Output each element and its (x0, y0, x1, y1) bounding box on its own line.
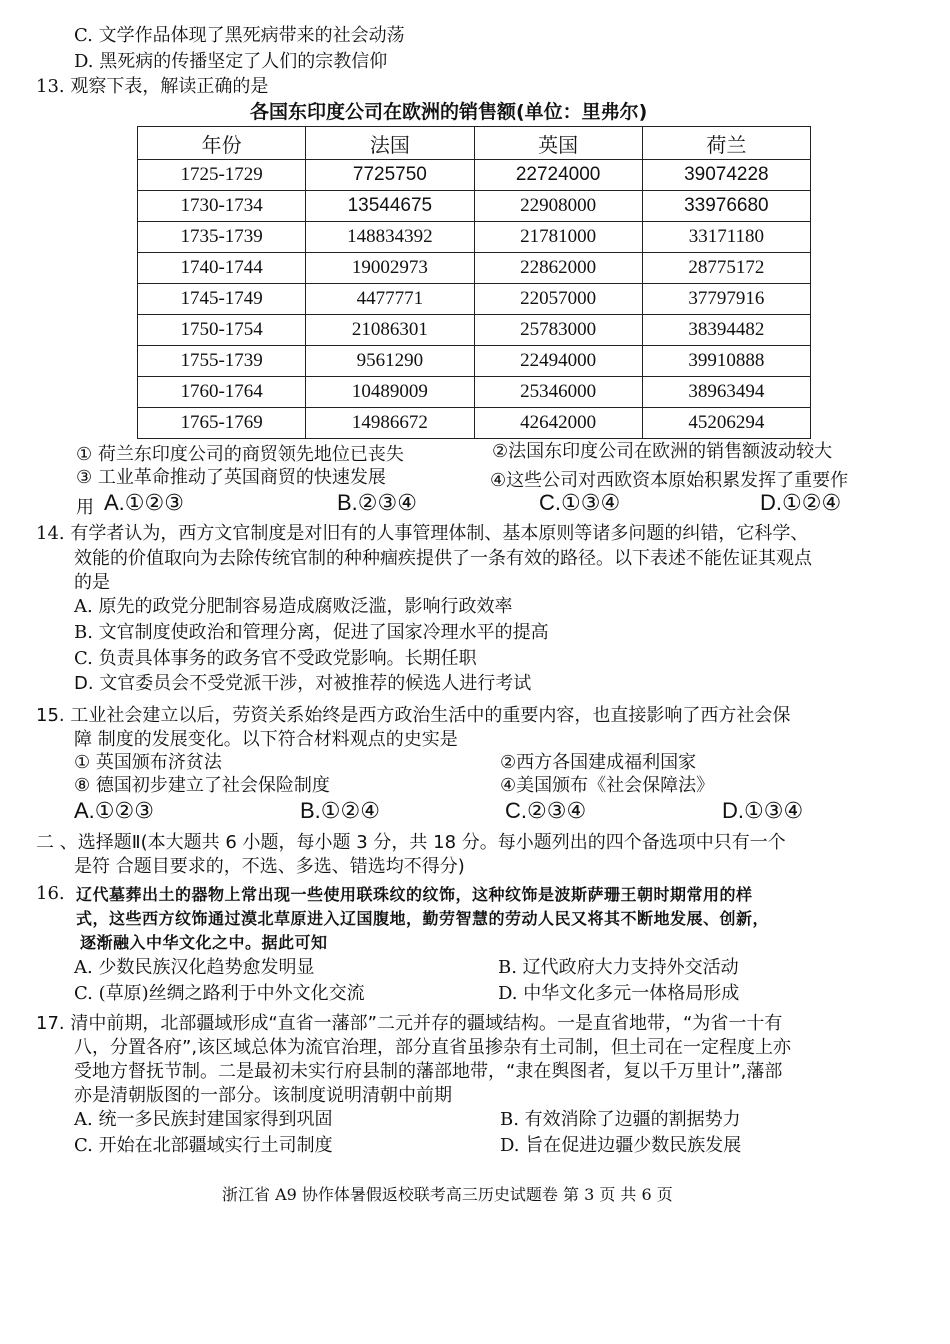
q14-stem-line-3: 的是 (74, 572, 110, 593)
q15-statement-2: ②西方各国建成福利国家 (500, 752, 697, 773)
cell-britain: 22908000 (474, 191, 642, 222)
header-netherlands: 荷兰 (642, 127, 810, 160)
q16-option-a: A. 少数民族汉化趋势愈发明显 (74, 957, 315, 978)
table-row (138, 222, 811, 253)
q16-stem-line-1: 辽代墓葬出土的器物上常出现一些使用联珠纹的纹饰，这种纹饰是波斯萨珊王朝时期常用的样 (76, 885, 753, 904)
cell-year: 1725-1729 (138, 160, 306, 191)
q17-stem-line-1: 17. 清中前期，北部疆域形成“直省一藩部”二元并存的疆域结构。一是直省地带，“为省一十有 (36, 1013, 783, 1034)
cell-year: 1730-1734 (138, 191, 306, 222)
q16-stem-line-3: 逐渐融入中华文化之中。据此可知 (80, 933, 328, 952)
cell-year: 1745-1749 (138, 284, 306, 315)
cell-britain: 22724000 (474, 160, 642, 191)
table-row (138, 284, 811, 315)
cell-year: 1765-1769 (138, 408, 306, 439)
q13-option-a: A.①②③ (104, 490, 184, 515)
q14-option-c: C. 负责具体事务的政务官不受政党影响。长期任职 (74, 648, 477, 669)
q13-statement-4: ④这些公司对西欧资本原始积累发挥了重要作 (490, 470, 849, 491)
q12-option-c: C. 文学作品体现了黑死病带来的社会动荡 (74, 25, 405, 46)
cell-france: 19002973 (306, 253, 474, 284)
q13-option-b: B.②③④ (337, 490, 417, 515)
q15-stem-line-1: 15. 工业社会建立以后，劳资关系始终是西方政治生活中的重要内容，也直接影响了西方社会保 (36, 705, 791, 726)
q17-option-a: A. 统一多民族封建国家得到巩固 (74, 1109, 333, 1130)
q16-option-b: B. 辽代政府大力支持外交活动 (498, 957, 739, 978)
cell-year: 1740-1744 (138, 253, 306, 284)
cell-netherlands: 28775172 (642, 253, 810, 284)
q13-option-c: C.①③④ (539, 490, 621, 515)
q14-option-d: D. 文官委员会不受党派干涉，对被推荐的候选人进行考试 (74, 673, 532, 694)
q15-option-b: B.①②④ (300, 798, 380, 823)
q14-stem-line-1: 14. 有学者认为，西方文官制度是对旧有的人事管理体制、基本原则等诸多问题的纠错，它科学、 (36, 523, 809, 544)
cell-netherlands: 38963494 (642, 377, 810, 408)
q14-stem-line-2: 效能的价值取向为去除传统官制的种种痼疾提供了一条有效的路径。以下表述不能佐证其观点 (74, 548, 812, 569)
cell-netherlands: 39074228 (642, 160, 810, 191)
cell-britain: 21781000 (474, 222, 642, 253)
table-row (138, 346, 811, 377)
cell-france: 14986672 (306, 408, 474, 439)
q13-option-d: D.①②④ (760, 490, 842, 515)
sales-table (137, 126, 811, 439)
q16-option-d: D. 中华文化多元一体格局形成 (498, 983, 740, 1004)
table-title: 各国东印度公司在欧洲的销售额(单位：里弗尔) (250, 101, 648, 123)
header-year: 年份 (138, 127, 306, 160)
q17-stem-line-4: 亦是清朝版图的一部分。该制度说明清朝中前期 (74, 1085, 452, 1106)
cell-year: 1755-1739 (138, 346, 306, 377)
section-2-heading: 二 、选择题Ⅱ(本大题共 6 小题，每小题 3 分，共 18 分。每小题列出的四个备选项中只有一个 (36, 832, 786, 853)
table-header-row (138, 127, 811, 160)
q15-statement-1: ① 英国颁布济贫法 (74, 752, 222, 773)
cell-france: 21086301 (306, 315, 474, 346)
q14-option-a: A. 原先的政党分肥制容易造成腐败泛滥，影响行政效率 (74, 596, 513, 617)
table-row (138, 191, 811, 222)
cell-france: 148834392 (306, 222, 474, 253)
table-row (138, 377, 811, 408)
cell-year: 1750-1754 (138, 315, 306, 346)
cell-france: 9561290 (306, 346, 474, 377)
cell-netherlands: 37797916 (642, 284, 810, 315)
cell-britain: 42642000 (474, 408, 642, 439)
cell-france: 7725750 (306, 160, 474, 191)
q15-statement-3: ⑧ 德国初步建立了社会保险制度 (74, 775, 330, 796)
cell-netherlands: 33976680 (642, 191, 810, 222)
q12-option-d: D. 黑死病的传播坚定了人们的宗教信仰 (74, 51, 388, 72)
cell-year: 1735-1739 (138, 222, 306, 253)
header-france: 法国 (306, 127, 474, 160)
cell-britain: 25346000 (474, 377, 642, 408)
table-row (138, 315, 811, 346)
header-britain: 英国 (474, 127, 642, 160)
q17-stem-line-3: 受地方督抚节制。二是最初未实行府县制的藩部地带，“隶在舆图者，复以千万里计”,藩部 (74, 1061, 783, 1082)
table-row (138, 408, 811, 439)
cell-britain: 25783000 (474, 315, 642, 346)
q15-option-a: A.①②③ (74, 798, 154, 823)
table-row (138, 160, 811, 191)
cell-britain: 22057000 (474, 284, 642, 315)
q17-stem-line-2: 八，分置各府”,该区域总体为流官治理，部分直省虽掺杂有土司制，但土司在一定程度上亦 (74, 1037, 792, 1058)
cell-france: 10489009 (306, 377, 474, 408)
cell-britain: 22494000 (474, 346, 642, 377)
cell-netherlands: 45206294 (642, 408, 810, 439)
cell-france: 13544675 (306, 191, 474, 222)
q13-statement-1: ① 荷兰东印度公司的商贸领先地位已丧失 (76, 444, 404, 465)
q16-stem-line-2: 式，这些西方纹饰通过漠北草原进入辽国腹地，勤劳智慧的劳动人民又将其不断地发展、创新， (76, 909, 770, 928)
q17-option-b: B. 有效消除了边疆的割据势力 (500, 1109, 741, 1130)
q15-statement-4: ④美国颁布《社会保障法》 (500, 775, 715, 796)
q13-statement-3: ③ 工业革命推动了英国商贸的快速发展 (76, 467, 386, 488)
q17-option-c: C. 开始在北部疆域实行土司制度 (74, 1135, 333, 1156)
q15-stem-line-2: 障 制度的发展变化。以下符合材料观点的史实是 (74, 729, 458, 750)
cell-netherlands: 39910888 (642, 346, 810, 377)
cell-year: 1760-1764 (138, 377, 306, 408)
q14-option-b: B. 文官制度使政治和管理分离，促进了国家冷理水平的提高 (74, 622, 549, 643)
cell-netherlands: 38394482 (642, 315, 810, 346)
section-2-note: 是符 合题目要求的，不选、多选、错选均不得分) (74, 856, 465, 877)
q13-statement-2: ②法国东印度公司在欧洲的销售额波动较大 (492, 441, 833, 462)
cell-britain: 22862000 (474, 253, 642, 284)
q15-option-c: C.②③④ (505, 798, 587, 823)
cell-france: 4477771 (306, 284, 474, 315)
cell-netherlands: 33171180 (642, 222, 810, 253)
q17-option-d: D. 旨在促进边疆少数民族发展 (500, 1135, 742, 1156)
q16-option-c: C. (草原)丝绸之路利于中外文化交流 (74, 983, 365, 1004)
page-footer: 浙江省 A9 协作体暑假返校联考高三历史试题卷 第 3 页 共 6 页 (222, 1185, 673, 1204)
q15-option-d: D.①③④ (722, 798, 804, 823)
q13-statement-4-cont: 用 (76, 497, 94, 518)
table-row (138, 253, 811, 284)
q16-number: 16. (36, 883, 65, 904)
q13-stem: 13. 观察下表，解读正确的是 (36, 76, 269, 97)
